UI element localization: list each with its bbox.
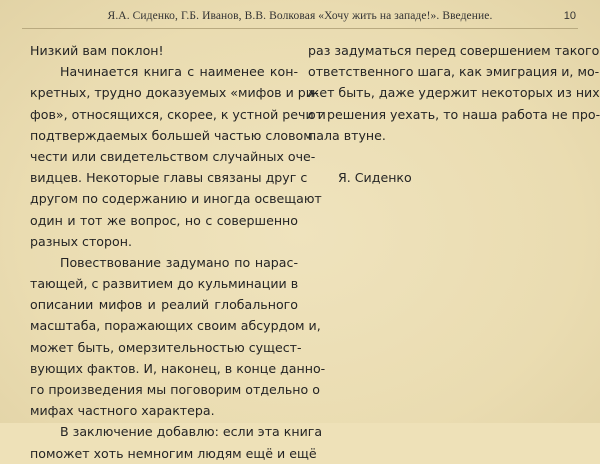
text-line: масштаба, поражающих своим абсурдом и, (30, 318, 321, 334)
text-line: го произведения мы поговорим отдельно о (30, 382, 320, 397)
page-number: 10 (563, 10, 576, 22)
text-line: может быть, омерзительностью сущест- (30, 339, 302, 355)
text-line: другом по содержанию и иногда освещают (30, 191, 322, 207)
text-line: от решения уехать, то наша работа не про- (308, 106, 600, 122)
running-header (0, 6, 600, 28)
text-line: тающей, с развитием до кульминации в (30, 276, 299, 292)
text-line: вующих фактов. И, наконец, в конце данно- (30, 360, 326, 376)
text-line: пала втуне. (308, 127, 386, 143)
right-text-column (308, 40, 600, 188)
text-line: подтверждаемых большей частью словом (30, 127, 313, 143)
text-line: ответственного шага, как эмиграция и, мо- (308, 64, 600, 80)
text-line: кретных, трудно доказуемых «мифов и ри- (30, 85, 319, 101)
text-line: разных сторон. (30, 233, 132, 249)
text-line: Начинается книга с наименее кон- (60, 64, 298, 80)
text-line: Повествование задумано по нарас- (60, 254, 298, 270)
text-line: чести или свидетельством случайных оче- (30, 148, 316, 164)
right-column-lines (308, 40, 600, 146)
text-line: поможет хоть немногим людям ещё и ещё (30, 445, 317, 461)
header-divider (22, 28, 578, 29)
author-signature: Я. Сиденко (338, 170, 412, 186)
text-line: жет быть, даже удержит некоторых из них (308, 85, 600, 101)
text-line: раз задуматься перед совершением такого (308, 43, 600, 58)
text-line: фов», относящихся, скорее, к устной речи и (30, 106, 326, 122)
text-line: один и тот же вопрос, но с совершенно (30, 212, 298, 228)
left-text-column (30, 40, 326, 464)
text-line: описании мифов и реалий глобального (30, 297, 298, 313)
paragraph-gap (308, 146, 576, 167)
text-line: Низкий вам поклон! (30, 43, 164, 58)
text-line: В заключение добавлю: если эта книга (60, 424, 323, 440)
text-line: мифах частного характера. (30, 403, 215, 419)
running-header-title: Я.А. Сиденко, Г.Б. Иванов, В.В. Волковая «Хочу жить на западе!». Введение. (107, 10, 493, 22)
text-line: видцев. Некоторые главы связаны друг с (30, 170, 308, 186)
